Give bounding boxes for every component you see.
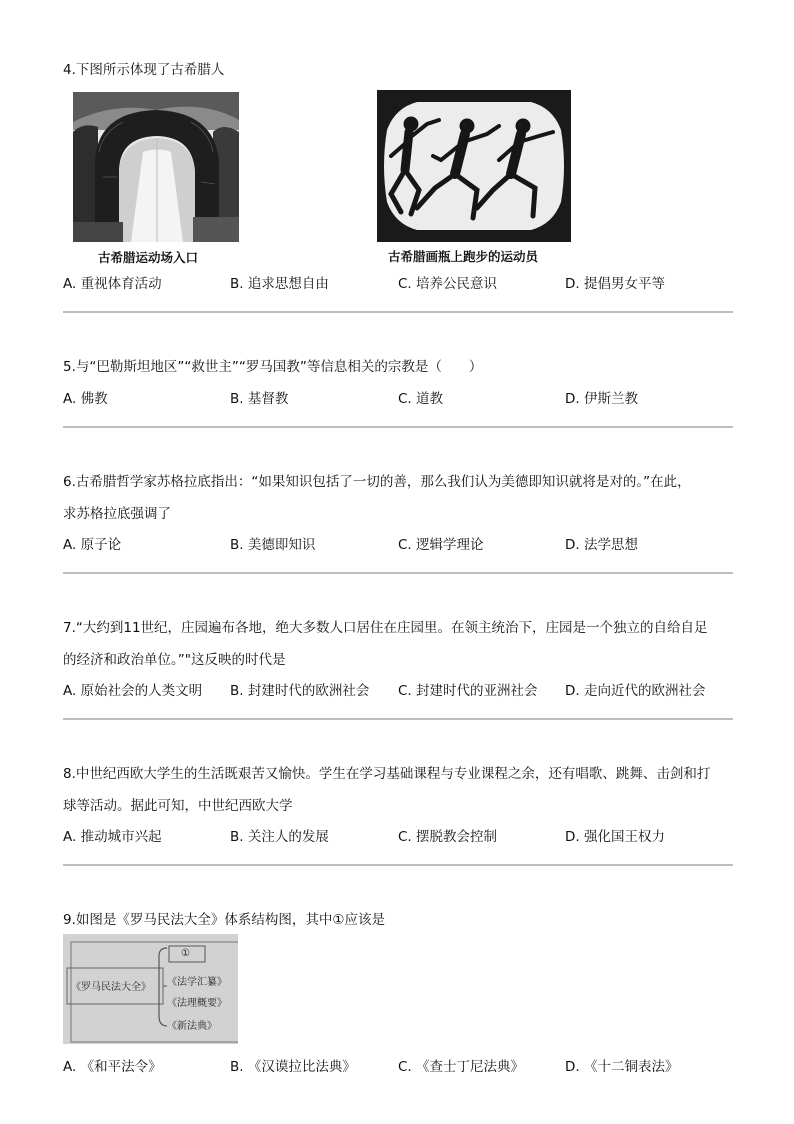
q8-stem-line-1: 8.中世纪西欧大学生的生活既艰苦又愉快。学生在学习基础课程与专业课程之余，还有唱歌、跳舞、击剑和打 bbox=[63, 766, 711, 782]
q6-stem-line-2: 求苏格拉底强调了 bbox=[63, 506, 171, 522]
q4-option-c[interactable]: C. 培养公民意识 bbox=[398, 276, 498, 292]
q5-option-b[interactable]: B. 基督教 bbox=[230, 391, 289, 407]
q8-options bbox=[63, 825, 743, 845]
q9-option-b[interactable]: B. 《汉谟拉比法典》 bbox=[230, 1059, 356, 1075]
q6-option-b[interactable]: B. 美德即知识 bbox=[230, 537, 316, 553]
diagram-root-label: 《罗马民法大全》 bbox=[71, 982, 151, 993]
separator bbox=[63, 864, 733, 866]
diagram-branch-2: 《法理概要》 bbox=[167, 998, 227, 1009]
q5-option-d[interactable]: D. 伊斯兰教 bbox=[565, 391, 638, 407]
q5-option-a[interactable]: A. 佛教 bbox=[63, 391, 108, 407]
q7-option-b[interactable]: B. 封建时代的欧洲社会 bbox=[230, 683, 370, 699]
vase-caption: 古希腊画瓶上跑步的运动员 bbox=[388, 249, 539, 264]
q9-option-c[interactable]: C. 《查士丁尼法典》 bbox=[398, 1059, 525, 1075]
separator bbox=[63, 572, 733, 574]
separator bbox=[63, 718, 733, 720]
q8-option-b[interactable]: B. 关注人的发展 bbox=[230, 829, 329, 845]
vase-runners-photo bbox=[377, 90, 571, 242]
diagram-branch-1: 《法学汇纂》 bbox=[167, 977, 227, 988]
separator bbox=[63, 311, 733, 313]
q5-options bbox=[63, 387, 743, 407]
q7-option-a[interactable]: A. 原始社会的人类文明 bbox=[63, 683, 203, 699]
q7-stem-line-2: 的经济和政治单位。”"这反映的时代是 bbox=[63, 652, 286, 668]
q9-option-a[interactable]: A. 《和平法令》 bbox=[63, 1059, 162, 1075]
q7-options bbox=[63, 679, 743, 699]
q4-option-b[interactable]: B. 追求思想自由 bbox=[230, 276, 329, 292]
law-structure-diagram bbox=[63, 934, 238, 1044]
q9-option-d[interactable]: D. 《十二铜表法》 bbox=[565, 1059, 679, 1075]
diagram-branch-3: 《新法典》 bbox=[167, 1021, 217, 1032]
q6-option-d[interactable]: D. 法学思想 bbox=[565, 537, 638, 553]
diagram-blank-label: ① bbox=[181, 948, 190, 959]
q4-stem: 4.下图所示体现了古希腊人 bbox=[63, 62, 225, 78]
q8-option-d[interactable]: D. 强化国王权力 bbox=[565, 829, 665, 845]
q7-option-d[interactable]: D. 走向近代的欧洲社会 bbox=[565, 683, 706, 699]
q8-option-a[interactable]: A. 推动城市兴起 bbox=[63, 829, 162, 845]
q6-option-c[interactable]: C. 逻辑学理论 bbox=[398, 537, 484, 553]
q5-stem: 5.与“巴勒斯坦地区”“救世主”“罗马国教”等信息相关的宗教是（ ） bbox=[63, 359, 483, 375]
q7-option-c[interactable]: C. 封建时代的亚洲社会 bbox=[398, 683, 538, 699]
q6-option-a[interactable]: A. 原子论 bbox=[63, 537, 122, 553]
q4-option-d[interactable]: D. 提倡男女平等 bbox=[565, 276, 665, 292]
q4-option-a[interactable]: A. 重视体育活动 bbox=[63, 276, 162, 292]
q5-option-c[interactable]: C. 道教 bbox=[398, 391, 444, 407]
q7-stem-line-1: 7.“大约到11世纪，庄园遍布各地，绝大多数人口居住在庄园里。在领主统治下，庄园是一个独立的自给自足 bbox=[63, 620, 708, 636]
separator bbox=[63, 426, 733, 428]
q6-options bbox=[63, 533, 743, 553]
q9-stem: 9.如图是《罗马民法大全》体系结构图，其中①应该是 bbox=[63, 912, 385, 928]
stadium-entrance-photo bbox=[73, 92, 239, 242]
q9-options bbox=[63, 1055, 743, 1075]
q8-stem-line-2: 球等活动。据此可知，中世纪西欧大学 bbox=[63, 798, 293, 814]
q6-stem-line-1: 6.古希腊哲学家苏格拉底指出：“如果知识包括了一切的善，那么我们认为美德即知识就将是对的。”在此， bbox=[63, 474, 691, 490]
stadium-caption: 古希腊运动场入口 bbox=[98, 250, 199, 265]
q8-option-c[interactable]: C. 摆脱教会控制 bbox=[398, 829, 498, 845]
q4-options bbox=[63, 272, 743, 292]
